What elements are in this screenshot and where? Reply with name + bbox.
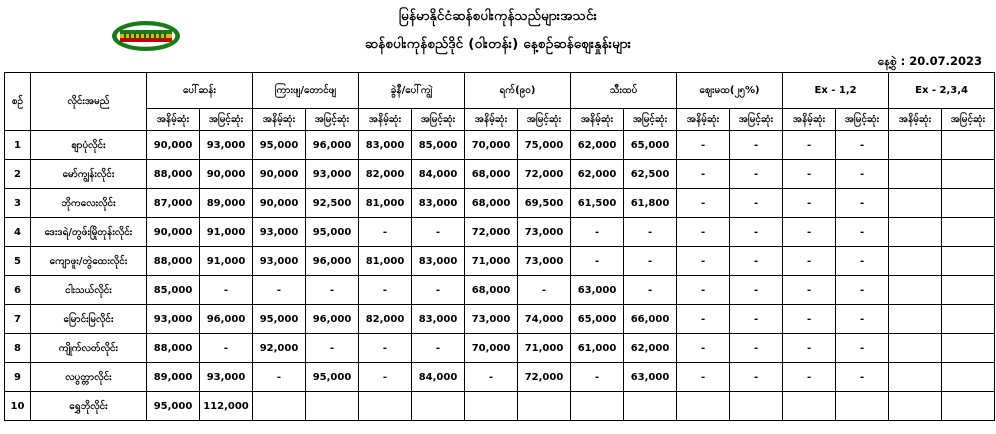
- cell: [942, 305, 995, 334]
- cell: 75,000: [518, 131, 571, 160]
- cell: 84,000: [412, 160, 465, 189]
- cell: -: [677, 363, 730, 392]
- cell: -: [624, 218, 677, 247]
- cell: 83,000: [412, 189, 465, 218]
- cell: -: [730, 218, 783, 247]
- cell: 65,000: [624, 131, 677, 160]
- report-subtitle: ဆန်စပါးကုန်စည်ဒိုင် (ဝါးတန်း) နေ့စဉ်ဆန်ဈေးနှုန်းများ: [364, 36, 632, 52]
- cell: [571, 392, 624, 421]
- cell: [730, 392, 783, 421]
- cell: 68,000: [465, 276, 518, 305]
- cell: [942, 363, 995, 392]
- header-row-subs: [5, 109, 995, 131]
- cell: 95,000: [253, 131, 306, 160]
- cell: -: [677, 276, 730, 305]
- sub-max-0: အမြင့်ဆုံး: [200, 109, 253, 131]
- header-group-1: ကြားဖျ/တောင်ဖျ: [253, 73, 359, 109]
- sub-min-1: အနိမ့်ဆုံး: [253, 109, 306, 131]
- cell: [942, 392, 995, 421]
- cell: -: [836, 276, 889, 305]
- cell: 96,000: [306, 247, 359, 276]
- cell: 90,000: [253, 189, 306, 218]
- row-line-name: ဒေးဒရဲ/တွဖ်းမြိုတုန်းလိုင်း: [31, 218, 147, 247]
- cell: -: [306, 276, 359, 305]
- cell: -: [836, 218, 889, 247]
- cell: -: [677, 305, 730, 334]
- cell: [942, 131, 995, 160]
- cell: 82,000: [359, 305, 412, 334]
- sub-max-3: အမြင့်ဆုံး: [518, 109, 571, 131]
- cell: -: [783, 363, 836, 392]
- cell: [942, 276, 995, 305]
- cell: [306, 392, 359, 421]
- cell: 87,000: [147, 189, 200, 218]
- cell: 95,000: [306, 363, 359, 392]
- cell: [889, 160, 942, 189]
- cell: -: [730, 276, 783, 305]
- cell: 81,000: [359, 247, 412, 276]
- cell: -: [200, 334, 253, 363]
- sub-min-3: အနိမ့်ဆုံး: [465, 109, 518, 131]
- cell: 85,000: [147, 276, 200, 305]
- cell: [942, 247, 995, 276]
- cell: -: [836, 247, 889, 276]
- cell: -: [730, 131, 783, 160]
- cell: 69,500: [518, 189, 571, 218]
- cell: -: [836, 160, 889, 189]
- cell: [518, 392, 571, 421]
- cell: -: [359, 334, 412, 363]
- cell: 95,000: [147, 392, 200, 421]
- cell: 68,000: [465, 189, 518, 218]
- row-no: 7: [5, 305, 31, 334]
- cell: 62,000: [624, 334, 677, 363]
- cell: -: [783, 334, 836, 363]
- header-group-5: ဈေးမထ(၂၅%): [677, 73, 783, 109]
- cell: [624, 392, 677, 421]
- cell: 95,000: [306, 218, 359, 247]
- association-title: မြန်မာနိုင်ငံဆန်စပါးကုန်သည်များအသင်း: [398, 8, 598, 24]
- cell: [465, 392, 518, 421]
- sub-min-4: အနိမ့်ဆုံး: [571, 109, 624, 131]
- table-row: [5, 334, 995, 363]
- cell: 95,000: [253, 305, 306, 334]
- cell: 84,000: [412, 363, 465, 392]
- cell: 88,000: [147, 247, 200, 276]
- cell: -: [624, 276, 677, 305]
- row-no: 10: [5, 392, 31, 421]
- cell: 73,000: [518, 247, 571, 276]
- row-line-name: ကျောဖူး/တွဲထေးလိုင်း: [31, 247, 147, 276]
- cell: -: [253, 276, 306, 305]
- cell: -: [465, 363, 518, 392]
- cell: [677, 392, 730, 421]
- cell: [359, 392, 412, 421]
- cell: -: [359, 276, 412, 305]
- cell: 112,000: [200, 392, 253, 421]
- cell: -: [836, 131, 889, 160]
- cell: 90,000: [147, 131, 200, 160]
- sub-min-5: အနိမ့်ဆုံး: [677, 109, 730, 131]
- cell: 93,000: [306, 160, 359, 189]
- cell: 72,000: [518, 363, 571, 392]
- sub-max-1: အမြင့်ဆုံး: [306, 109, 359, 131]
- cell: 72,000: [518, 160, 571, 189]
- row-no: 1: [5, 131, 31, 160]
- cell: 88,000: [147, 334, 200, 363]
- cell: 90,000: [253, 160, 306, 189]
- cell: 96,000: [200, 305, 253, 334]
- sub-max-2: အမြင့်ဆုံး: [412, 109, 465, 131]
- cell: -: [518, 276, 571, 305]
- sub-max-5: အမြင့်ဆုံး: [730, 109, 783, 131]
- sub-min-0: အနိမ့်ဆုံး: [147, 109, 200, 131]
- cell: 83,000: [359, 131, 412, 160]
- cell: 96,000: [306, 305, 359, 334]
- cell: -: [783, 160, 836, 189]
- cell: -: [783, 305, 836, 334]
- cell: 70,000: [465, 131, 518, 160]
- cell: -: [677, 334, 730, 363]
- price-table: [4, 72, 995, 421]
- sub-max-7: အမြင့်ဆုံး: [942, 109, 995, 131]
- table-row: [5, 247, 995, 276]
- cell: -: [571, 218, 624, 247]
- cell: [942, 160, 995, 189]
- cell: [889, 247, 942, 276]
- cell: 62,000: [571, 131, 624, 160]
- cell: -: [836, 334, 889, 363]
- cell: 92,500: [306, 189, 359, 218]
- header-group-7: Ex - 2,3,4: [889, 73, 995, 109]
- cell: [889, 305, 942, 334]
- cell: 81,000: [359, 189, 412, 218]
- header-line-name: လိုင်းအမည်: [31, 73, 147, 131]
- date-value: : 20.07.2023: [900, 54, 982, 68]
- cell: -: [571, 247, 624, 276]
- cell: [889, 218, 942, 247]
- cell: -: [783, 218, 836, 247]
- sub-min-6: အနိမ့်ဆုံး: [783, 109, 836, 131]
- row-line-name: ဈာပုံလိုင်း: [31, 131, 147, 160]
- row-no: 2: [5, 160, 31, 189]
- title-block: [0, 6, 996, 55]
- table-row: [5, 276, 995, 305]
- cell: -: [412, 334, 465, 363]
- table-row: [5, 305, 995, 334]
- table-head: [5, 73, 995, 131]
- cell: [889, 363, 942, 392]
- cell: -: [730, 363, 783, 392]
- cell: [783, 392, 836, 421]
- row-line-name: ကျိုက်လတ်လိုင်း: [31, 334, 147, 363]
- cell: [836, 392, 889, 421]
- cell: -: [677, 160, 730, 189]
- row-line-name: ငါးသယ်လိုင်း: [31, 276, 147, 305]
- date-label: နေ့စွဲ: [877, 54, 897, 68]
- row-line-name: လပွတ္တာလိုင်း: [31, 363, 147, 392]
- cell: 91,000: [200, 247, 253, 276]
- cell: -: [783, 247, 836, 276]
- cell: 61,000: [571, 334, 624, 363]
- cell: [889, 131, 942, 160]
- table-body: [5, 131, 995, 421]
- cell: -: [412, 276, 465, 305]
- cell: [942, 218, 995, 247]
- cell: -: [730, 305, 783, 334]
- cell: 68,000: [465, 160, 518, 189]
- cell: 83,000: [412, 247, 465, 276]
- cell: 93,000: [253, 218, 306, 247]
- header-group-2: ခွဲနီ/ပေါ်ကျွဲ: [359, 73, 465, 109]
- cell: 73,000: [518, 218, 571, 247]
- cell: 88,000: [147, 160, 200, 189]
- cell: -: [200, 276, 253, 305]
- header-group-0: ပေါ်ဆန်း: [147, 73, 253, 109]
- sub-max-6: အမြင့်ဆုံး: [836, 109, 889, 131]
- cell: 62,500: [624, 160, 677, 189]
- table-row: [5, 218, 995, 247]
- cell: -: [412, 218, 465, 247]
- table-row: [5, 131, 995, 160]
- cell: 72,000: [465, 218, 518, 247]
- row-no: 8: [5, 334, 31, 363]
- cell: 71,000: [465, 247, 518, 276]
- cell: 74,000: [518, 305, 571, 334]
- header-group-4: သီးထပ်: [571, 73, 677, 109]
- cell: [889, 189, 942, 218]
- table-row: [5, 189, 995, 218]
- cell: -: [306, 334, 359, 363]
- row-line-name: ဘိုကလေးလိုင်း: [31, 189, 147, 218]
- cell: 93,000: [200, 363, 253, 392]
- header-no: စဉ်: [5, 73, 31, 131]
- cell: 89,000: [147, 363, 200, 392]
- cell: 90,000: [200, 160, 253, 189]
- cell: 66,000: [624, 305, 677, 334]
- cell: [253, 392, 306, 421]
- header-row-groups: [5, 73, 995, 109]
- header-group-6: Ex - 1,2: [783, 73, 889, 109]
- cell: 91,000: [200, 218, 253, 247]
- cell: 73,000: [465, 305, 518, 334]
- cell: [412, 392, 465, 421]
- cell: -: [730, 160, 783, 189]
- cell: -: [677, 247, 730, 276]
- report-date: [878, 54, 982, 71]
- cell: -: [730, 189, 783, 218]
- row-no: 5: [5, 247, 31, 276]
- table-row: [5, 160, 995, 189]
- cell: -: [359, 363, 412, 392]
- cell: 61,800: [624, 189, 677, 218]
- cell: 93,000: [200, 131, 253, 160]
- cell: 83,000: [412, 305, 465, 334]
- cell: 63,000: [571, 276, 624, 305]
- row-line-name: မော်ကျွန်းလိုင်း: [31, 160, 147, 189]
- cell: 90,000: [147, 218, 200, 247]
- price-table-wrapper: [4, 72, 992, 421]
- table-row: [5, 363, 995, 392]
- cell: 61,500: [571, 189, 624, 218]
- cell: -: [624, 247, 677, 276]
- cell: -: [783, 131, 836, 160]
- row-no: 3: [5, 189, 31, 218]
- cell: 89,000: [200, 189, 253, 218]
- sub-max-4: အမြင့်ဆုံး: [624, 109, 677, 131]
- header-group-3: ရက်(၉၀): [465, 73, 571, 109]
- row-no: 4: [5, 218, 31, 247]
- cell: -: [571, 363, 624, 392]
- table-row: [5, 392, 995, 421]
- cell: -: [359, 218, 412, 247]
- document-header: [0, 0, 996, 68]
- cell: 62,000: [571, 160, 624, 189]
- cell: -: [836, 189, 889, 218]
- row-no: 9: [5, 363, 31, 392]
- cell: -: [783, 189, 836, 218]
- cell: -: [836, 305, 889, 334]
- cell: 65,000: [571, 305, 624, 334]
- cell: 71,000: [518, 334, 571, 363]
- row-no: 6: [5, 276, 31, 305]
- cell: [889, 334, 942, 363]
- cell: -: [783, 276, 836, 305]
- cell: -: [677, 189, 730, 218]
- cell: [942, 334, 995, 363]
- cell: 93,000: [253, 247, 306, 276]
- row-line-name: ရွှေဘိုလိုင်း: [31, 392, 147, 421]
- cell: -: [730, 334, 783, 363]
- cell: 70,000: [465, 334, 518, 363]
- cell: 96,000: [306, 131, 359, 160]
- cell: [889, 392, 942, 421]
- sub-min-7: အနိမ့်ဆုံး: [889, 109, 942, 131]
- cell: -: [836, 363, 889, 392]
- cell: 85,000: [412, 131, 465, 160]
- cell: -: [253, 363, 306, 392]
- cell: [889, 276, 942, 305]
- cell: [942, 189, 995, 218]
- cell: -: [730, 247, 783, 276]
- cell: -: [677, 218, 730, 247]
- sub-min-2: အနိမ့်ဆုံး: [359, 109, 412, 131]
- row-line-name: မြောင်းမြလိုင်း: [31, 305, 147, 334]
- cell: 93,000: [147, 305, 200, 334]
- cell: 63,000: [624, 363, 677, 392]
- cell: -: [677, 131, 730, 160]
- cell: 82,000: [359, 160, 412, 189]
- cell: 92,000: [253, 334, 306, 363]
